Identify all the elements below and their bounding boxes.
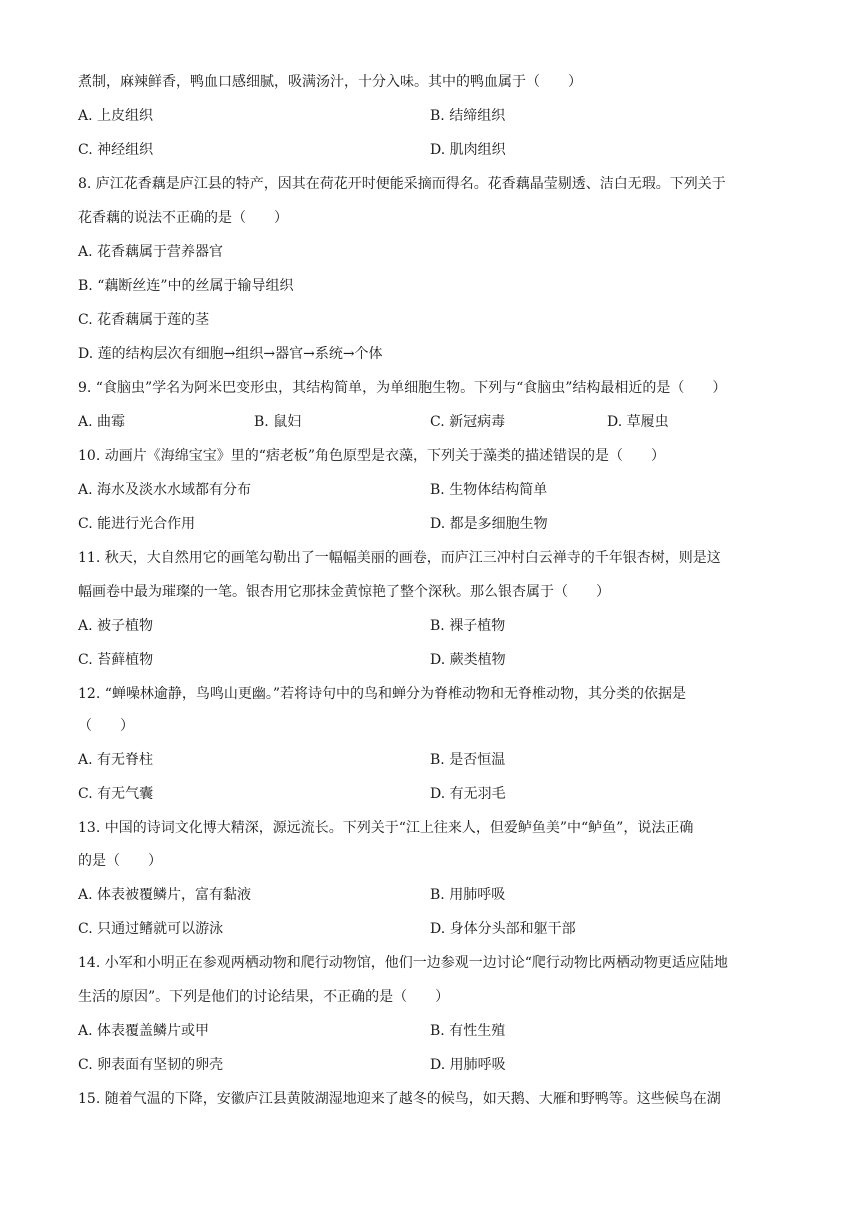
q8-option-c: C. 花香藕属于莲的茎: [78, 312, 210, 328]
q10-option-c: C. 能进行光合作用: [78, 516, 196, 532]
q13-option-b: B. 用肺呼吸: [430, 887, 506, 903]
q11-stem-line2: 幅画卷中最为璀璨的一笔。银杏用它那抹金黄惊艳了整个深秋。那么银杏属于（ ）: [78, 584, 610, 600]
q11-stem-line1: 11. 秋天，大自然用它的画笔勾勒出了一幅幅美丽的画卷，而庐江三冲村白云禅寺的千年银杏树，则是这: [78, 550, 721, 566]
q9-option-c: C. 新冠病毒: [430, 414, 506, 430]
q12-option-a: A. 有无脊柱: [78, 752, 154, 768]
q12-option-b: B. 是否恒温: [430, 752, 506, 768]
q14-option-c: C. 卵表面有坚韧的卵壳: [78, 1057, 224, 1073]
q10-option-b: B. 生物体结构简单: [430, 482, 548, 498]
q13-stem-line2: 的是（ ）: [78, 853, 162, 869]
q8-stem-line1: 8. 庐江花香藕是庐江县的特产，因其在荷花开时便能采摘而得名。花香藕晶莹剔透、洁白无瑕。下列关于: [78, 176, 726, 192]
q9-option-d: D. 草履虫: [607, 414, 669, 430]
q10-stem: 10. 动画片《海绵宝宝》里的“痞老板”角色原型是衣藻，下列关于藻类的描述错误的是（ ）: [78, 448, 666, 464]
q12-option-d: D. 有无羽毛: [430, 786, 506, 802]
q9-option-b: B. 鼠妇: [254, 414, 302, 430]
q12-option-c: C. 有无气囊: [78, 786, 154, 802]
q10-option-a: A. 海水及淡水水域都有分布: [78, 482, 252, 498]
q10-option-d: D. 都是多细胞生物: [430, 516, 548, 532]
q14-option-b: B. 有性生殖: [430, 1023, 506, 1039]
q7-stem-tail: 煮制，麻辣鲜香，鸭血口感细腻，吸满汤汁，十分入味。其中的鸭血属于（ ）: [78, 74, 582, 90]
q14-option-d: D. 用肺呼吸: [430, 1057, 506, 1073]
q13-stem-line1: 13. 中国的诗词文化博大精深，源远流长。下列关于“江上往来人，但爱鲈鱼美”中“鲈鱼”，说法正确: [78, 820, 694, 836]
q8-option-d: D. 莲的结构层次有细胞→组织→器官→系统→个体: [78, 346, 383, 362]
q7-option-c: C. 神经组织: [78, 142, 154, 158]
q11-option-d: D. 蕨类植物: [430, 652, 506, 668]
q8-option-a: A. 花香藕属于营养器官: [78, 244, 224, 260]
q9-stem: 9. “食脑虫”学名为阿米巴变形虫，其结构简单，为单细胞生物。下列与“食脑虫”结构最相近的是（ ）: [78, 380, 727, 396]
q7-option-a: A. 上皮组织: [78, 108, 154, 124]
q14-stem-line2: 生活的原因”。下列是他们的讨论结果，不正确的是（ ）: [78, 989, 450, 1005]
q8-option-b: B. “藕断丝连”中的丝属于输导组织: [78, 278, 294, 294]
q12-stem-line1: 12. “蝉噪林逾静，鸟鸣山更幽。”若将诗句中的鸟和蝉分为脊椎动物和无脊椎动物，其分类的依据是: [78, 686, 687, 702]
q7-option-d: D. 肌肉组织: [430, 142, 506, 158]
q13-option-a: A. 体表被覆鳞片，富有黏液: [78, 887, 252, 903]
q7-option-b: B. 结缔组织: [430, 108, 506, 124]
q14-option-a: A. 体表覆盖鳞片或甲: [78, 1023, 210, 1039]
q13-option-c: C. 只通过鳍就可以游泳: [78, 921, 224, 937]
q14-stem-line1: 14. 小军和小明正在参观两栖动物和爬行动物馆，他们一边参观一边讨论“爬行动物比两栖动物更适应陆地: [78, 955, 728, 971]
q11-option-c: C. 苔藓植物: [78, 652, 154, 668]
q11-option-b: B. 裸子植物: [430, 618, 506, 634]
q9-option-a: A. 曲霉: [78, 414, 126, 430]
q8-stem-line2: 花香藕的说法不正确的是（ ）: [78, 210, 288, 226]
q15-stem-line1: 15. 随着气温的下降，安徽庐江县黄陂湖湿地迎来了越冬的候鸟，如天鹅、大雁和野鸭等。这些候鸟在湖: [78, 1091, 721, 1107]
q12-stem-line2: （ ）: [78, 718, 134, 734]
q11-option-a: A. 被子植物: [78, 618, 154, 634]
q13-option-d: D. 身体分头部和躯干部: [430, 921, 576, 937]
